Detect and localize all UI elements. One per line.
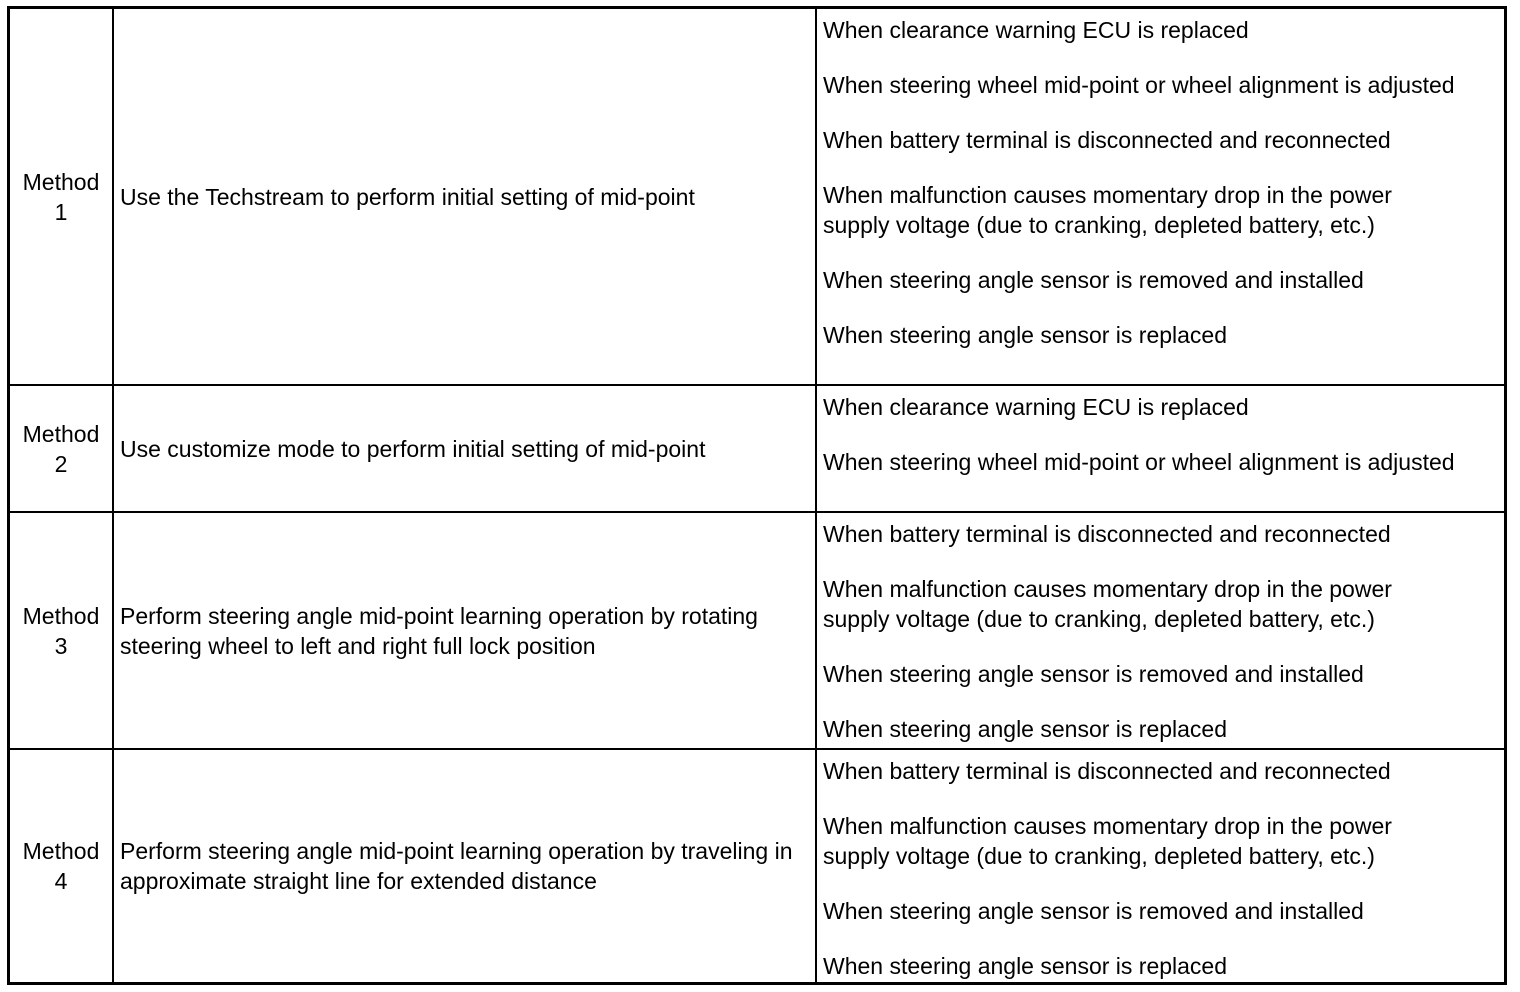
condition-item: When steering angle sensor is removed and installed bbox=[823, 661, 1364, 687]
method-number: 1 bbox=[54, 198, 68, 225]
method-description: Use customize mode to perform initial setting of mid-point bbox=[120, 435, 706, 462]
method-cell bbox=[10, 9, 114, 384]
condition-item: When battery terminal is disconnected and reconnected bbox=[823, 127, 1391, 153]
condition-item: When clearance warning ECU is replaced bbox=[823, 394, 1249, 420]
condition-item: When malfunction causes momentary drop in the power supply voltage (due to cranking, depleted battery, etc.) bbox=[823, 576, 1392, 632]
table-row-method-2 bbox=[10, 386, 1504, 513]
condition-item: When steering wheel mid-point or wheel alignment is adjusted bbox=[823, 72, 1455, 98]
condition-item: When steering angle sensor is replaced bbox=[823, 322, 1228, 348]
conditions-cell bbox=[817, 9, 1504, 384]
method-description: Perform steering angle mid-point learning operation by traveling in approximate straight line for extended distance bbox=[120, 838, 793, 894]
condition-item: When steering angle sensor is removed and installed bbox=[823, 267, 1364, 293]
condition-item: When malfunction causes momentary drop in the power supply voltage (due to cranking, depleted battery, etc.) bbox=[823, 182, 1392, 238]
table-row-method-1 bbox=[10, 9, 1504, 386]
description-cell bbox=[114, 513, 817, 748]
description-cell bbox=[114, 386, 817, 511]
conditions-cell bbox=[817, 386, 1504, 511]
method-number: 4 bbox=[54, 868, 68, 894]
table-row-method-3 bbox=[10, 513, 1504, 750]
method-description: Use the Techstream to perform initial setting of mid-point bbox=[120, 183, 695, 210]
condition-item: When steering angle sensor is removed and installed bbox=[823, 898, 1364, 924]
method-label: Method bbox=[22, 602, 100, 629]
condition-item: When battery terminal is disconnected and reconnected bbox=[823, 521, 1391, 547]
methods-table bbox=[7, 6, 1507, 985]
method-number: 3 bbox=[54, 632, 68, 659]
condition-item: When steering angle sensor is replaced bbox=[823, 716, 1228, 742]
method-label: Method bbox=[22, 168, 100, 195]
method-description: Perform steering angle mid-point learning operation by rotating steering wheel to left and right full lock position bbox=[120, 602, 758, 659]
table-row-method-4 bbox=[10, 750, 1504, 982]
description-cell bbox=[114, 750, 817, 982]
method-cell bbox=[10, 750, 114, 982]
method-cell bbox=[10, 386, 114, 511]
condition-item: When battery terminal is disconnected and reconnected bbox=[823, 758, 1391, 784]
conditions-cell bbox=[817, 750, 1504, 982]
condition-item: When steering angle sensor is replaced bbox=[823, 953, 1228, 979]
condition-item: When clearance warning ECU is replaced bbox=[823, 17, 1249, 43]
method-cell bbox=[10, 513, 114, 748]
condition-item: When malfunction causes momentary drop in the power supply voltage (due to cranking, depleted battery, etc.) bbox=[823, 813, 1392, 869]
condition-item: When steering wheel mid-point or wheel alignment is adjusted bbox=[823, 449, 1455, 475]
method-number: 2 bbox=[54, 450, 68, 477]
method-label: Method bbox=[22, 420, 100, 447]
description-cell bbox=[114, 9, 817, 384]
conditions-cell bbox=[817, 513, 1504, 748]
method-label: Method bbox=[22, 838, 100, 864]
